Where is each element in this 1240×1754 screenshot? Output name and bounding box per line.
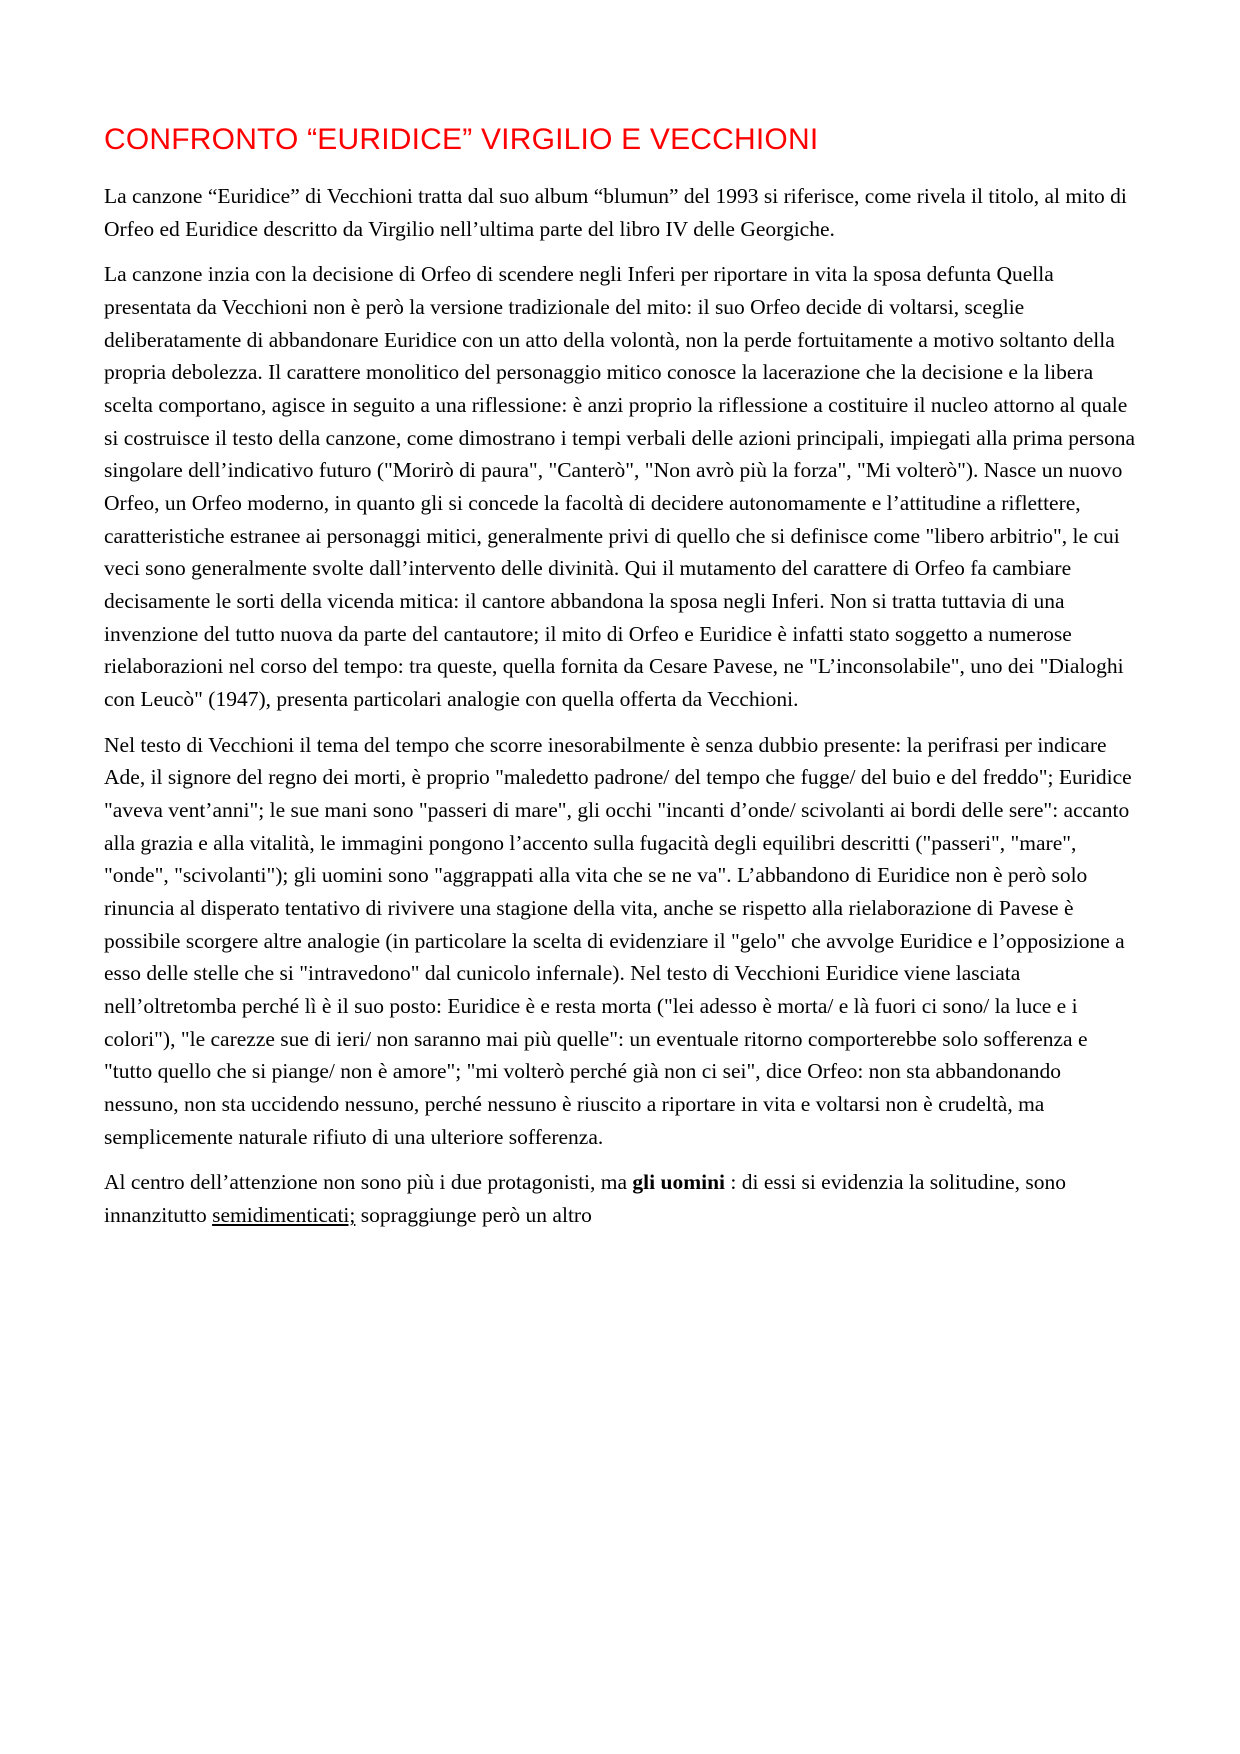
paragraph-4-text-end: sopraggiunge però un altro <box>355 1203 592 1228</box>
paragraph-4-text-start: Al centro dell’attenzione non sono più i due protagonisti, ma <box>104 1170 633 1195</box>
paragraph-4-underlined-phrase: semidimenticati; <box>212 1203 356 1228</box>
paragraph-4-text-middle: : di essi si evidenzia la solitudine, sono innanzitutto <box>104 1170 1066 1228</box>
paragraph-4 <box>104 1166 1136 1231</box>
page-title: CONFRONTO “EURIDICE” VIRGILIO E VECCHIONI <box>104 123 819 156</box>
paragraph-1: La canzone “Euridice” di Vecchioni tratta dal suo album “blumun” del 1993 si riferisce, come rivela il titolo, al mito di Orfeo ed Euridice descritto da Virgilio nell’ultima parte del libro IV delle Georgiche. <box>104 184 1127 241</box>
paragraph-4-bold-phrase: gli uomini <box>632 1170 726 1195</box>
paragraph-2: La canzone inzia con la decisione di Orfeo di scendere negli Inferi per riportare in vita la sposa defunta Quella presentata da Vecchioni non è però la versione tradizionale del mito: il suo Orfeo decide di voltarsi, sceglie deliberatamente di abbandonare Euridice con un atto della volontà, non la perde fortuitamente a motivo soltanto della propria debolezza. Il carattere monolitico del personaggio mitico conosce la lacerazione che la decisione e la libera scelta comportano, agisce in seguito a una riflessione: è anzi proprio la riflessione a costituire il nucleo attorno al quale si costruisce il testo della canzone, come dimostrano i tempi verbali delle azioni principali, impiegati alla prima persona singolare dell’indicativo futuro ("Morirò di paura", "Canterò", "Non avrò più la forza", "Mi volterò"). Nasce un nuovo Orfeo, un Orfeo moderno, in quanto gli si concede la facoltà di decidere autonomamente e l’attitudine a riflettere, caratteristiche estranee ai personaggi mitici, generalmente privi di quello che si definisce come "libero arbitrio", le cui veci sono generalmente svolte dall’intervento delle divinità. Qui il mutamento del carattere di Orfeo fa cambiare decisamente le sorti della vicenda mitica: il cantore abbandona la sposa negli Inferi. Non si tratta tuttavia di una invenzione del tutto nuova da parte del cantautore; il mito di Orfeo e Euridice è infatti stato soggetto a numerose rielaborazioni nel corso del tempo: tra queste, quella fornita da Cesare Pavese, ne "L’inconsolabile", uno dei "Dialoghi con Leucò" (1947), presenta particolari analogie con quella offerta da Vecchioni. <box>104 262 1136 712</box>
paragraph-3: Nel testo di Vecchioni il tema del tempo che scorre inesorabilmente è senza dubbio presente: la perifrasi per indicare Ade, il signore del regno dei morti, è proprio "maledetto padrone/ del tempo che fugge/ del buio e del freddo"; Euridice "aveva vent’anni"; le sue mani sono "passeri di mare", gli occhi "incanti d’onde/ scivolanti ai bordi delle sere": accanto alla grazia e alla vitalità, le immagini pongono l’accento sulla fugacità degli equilibri descritti ("passeri", "mare", "onde", "scivolanti"); gli uomini sono "aggrappati alla vita che se ne va". L’abbandono di Euridice non è però solo rinuncia al disperato tentativo di rivivere una stagione della vita, anche se rispetto alla rielaborazione di Pavese è possibile scorgere altre analogie (in particolare la scelta di evidenziare il "gelo" che avvolge Euridice e l’opposizione a esso delle stelle che si "intravedono" dal cunicolo infernale). Nel testo di Vecchioni Euridice viene lasciata nell’oltretomba perché lì è il suo posto: Euridice è e resta morta ("lei adesso è morta/ e là fuori ci sono/ la luce e i colori"), "le carezze sue di ieri/ non saranno mai più quelle": un eventuale ritorno comporterebbe solo sofferenza e "tutto quello che si piange/ non è amore"; "mi volterò perché già non ci sei", dice Orfeo: non sta abbandonando nessuno, non sta uccidendo nessuno, perché nessuno è riuscito a riportare in vita e voltarsi non è crudeltà, ma semplicemente naturale rifiuto di una ulteriore sofferenza. <box>104 732 1132 1149</box>
